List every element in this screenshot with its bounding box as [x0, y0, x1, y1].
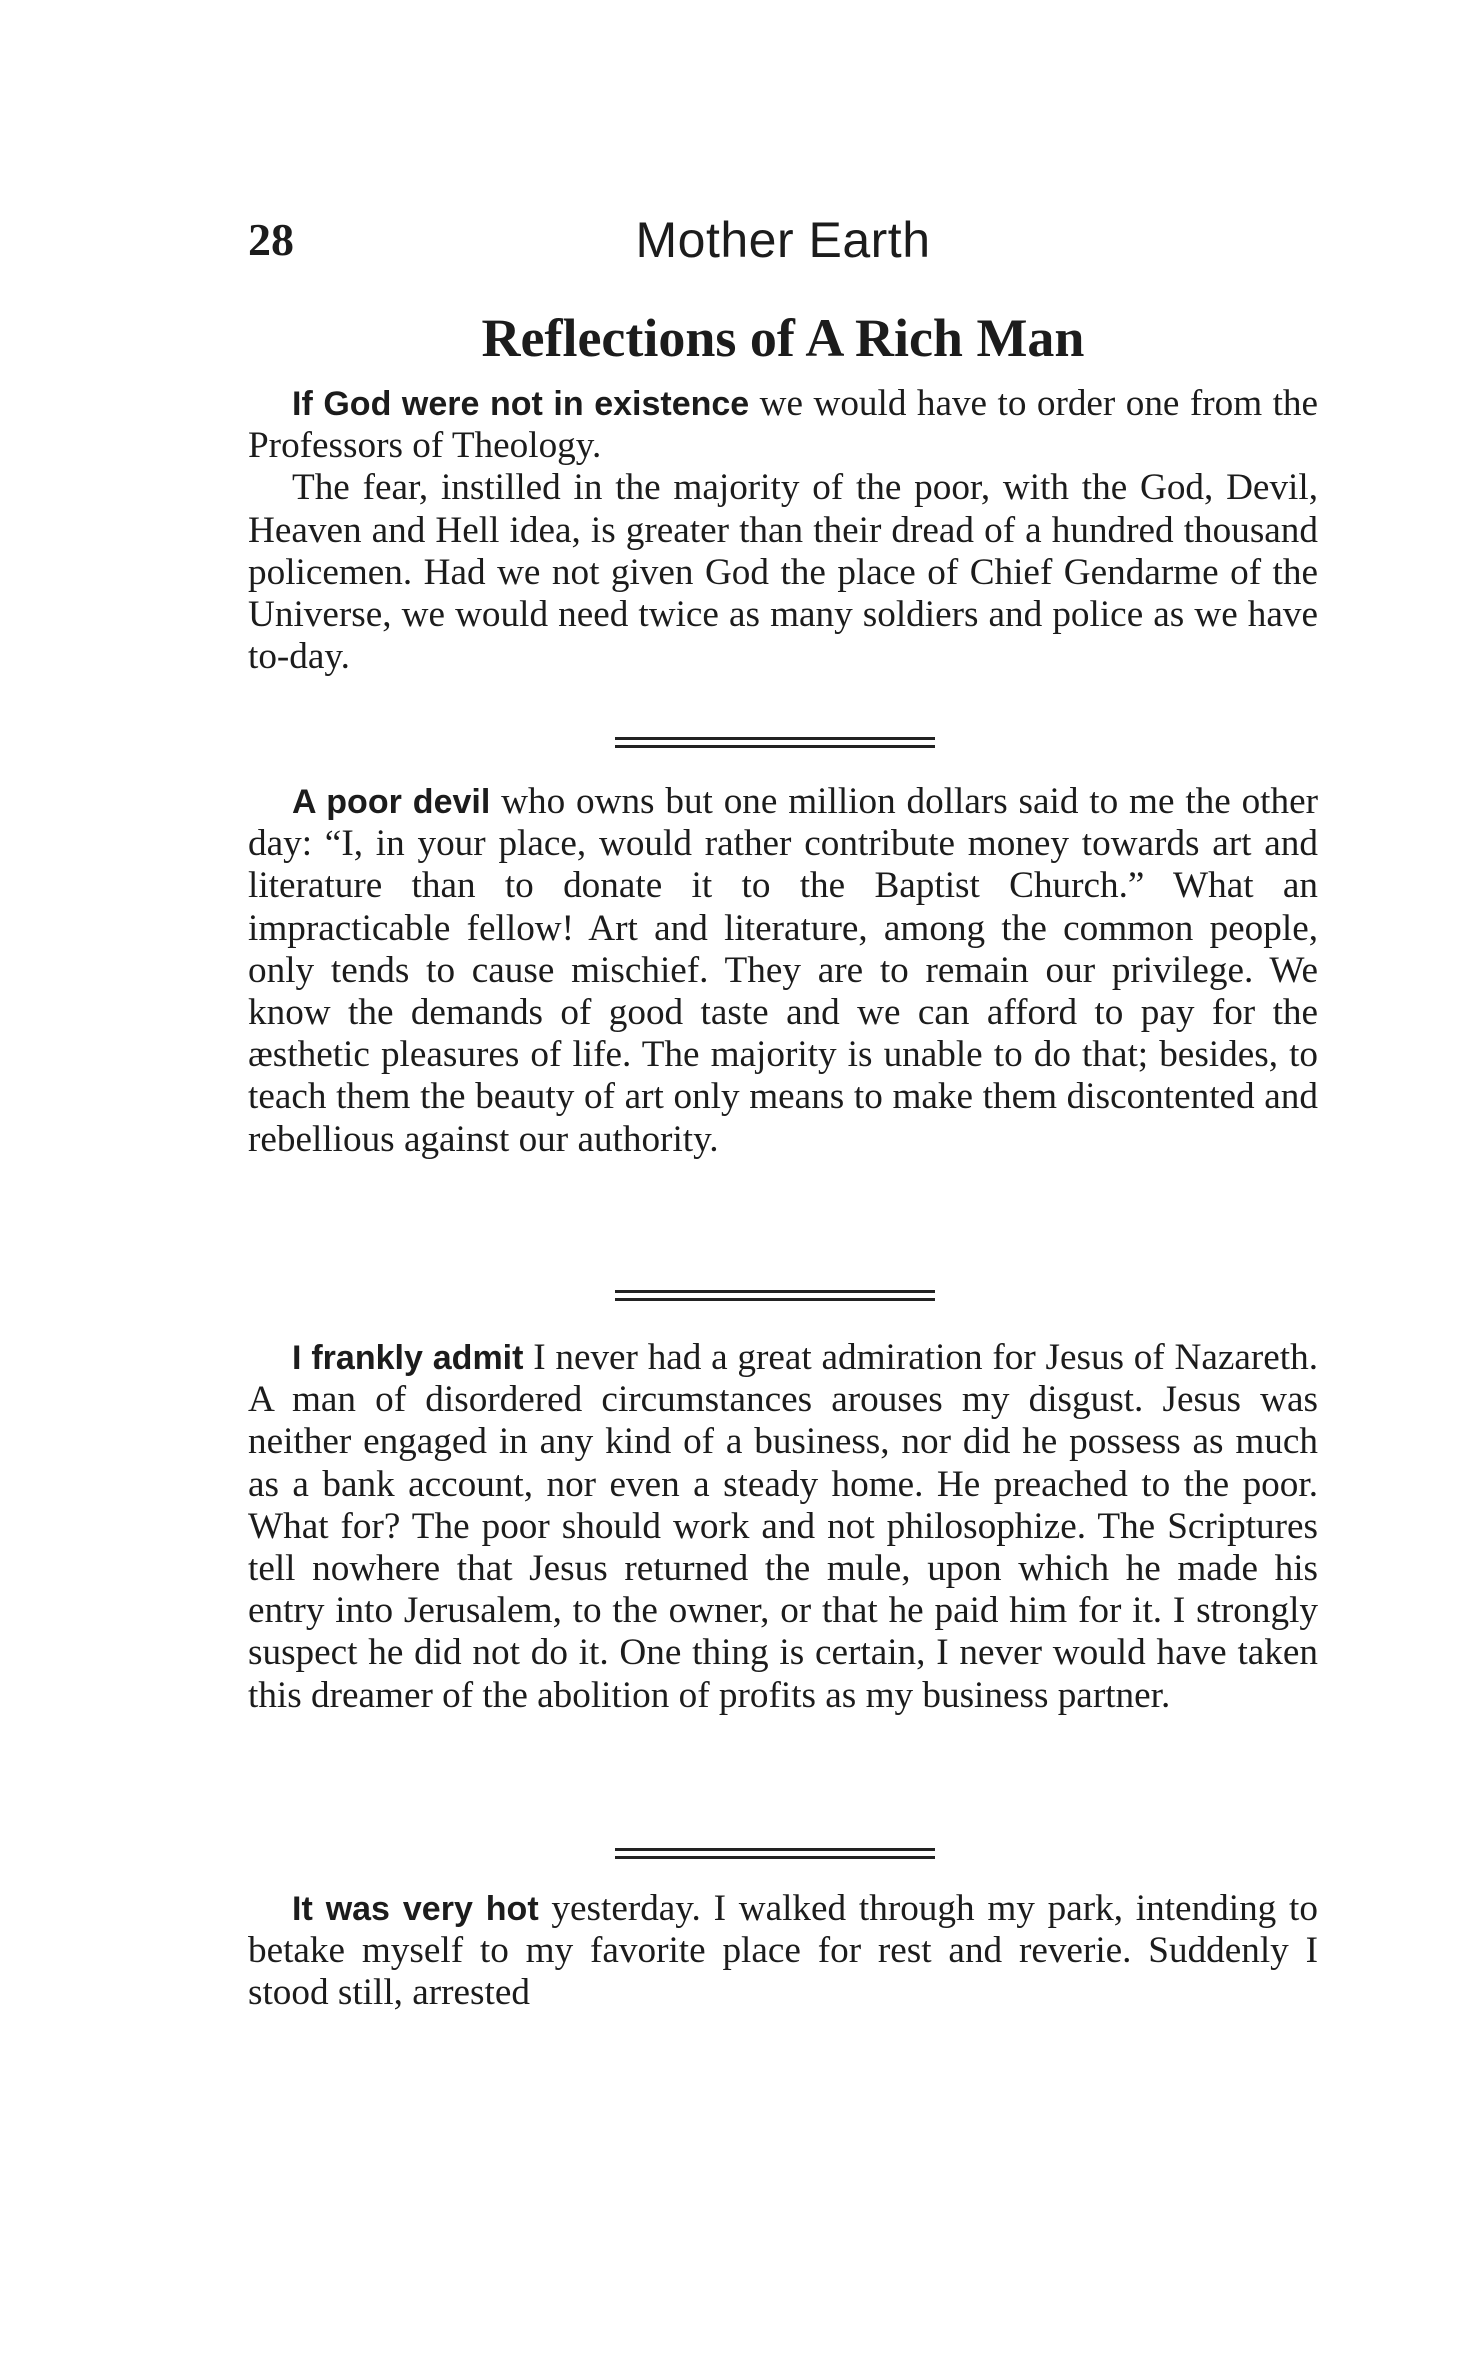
page-number: 28	[248, 214, 294, 265]
paragraph	[248, 1888, 1318, 2015]
paragraph	[248, 1337, 1318, 1717]
paragraph-text: who owns but one million dollars said to me the other day: “I, in your place, would rather contribute money towards art and literature than to donate it to the Baptist Church.” What an impracticable fellow! Art and literature, among the common people, only tends to cause mischief. They are to remain our privilege. We know the demands of good taste and we can afford to pay for the æsthetic pleasures of life. The majority is unable to do that; besides, to teach them the beauty of art only means to make them discontented and rebellious against our authority.	[248, 781, 1318, 1160]
section-divider	[615, 1848, 935, 1859]
section-hot-day-in-park	[248, 1888, 1318, 2015]
section-divider	[615, 737, 935, 748]
paragraph-text: we would have to order one from the Professors of Theology.	[248, 383, 1319, 467]
paragraph-lead: If God were not in existence	[292, 385, 750, 423]
paragraph	[248, 383, 1318, 467]
paragraph-lead: A poor devil	[292, 783, 491, 821]
running-head	[248, 205, 1318, 275]
section-art-and-literature	[248, 781, 1318, 1161]
paragraph-lead: It was very hot	[292, 1890, 539, 1928]
section-jesus-of-nazareth	[248, 1337, 1318, 1717]
paragraph	[248, 467, 1318, 678]
section-god-as-gendarme	[248, 383, 1318, 678]
paragraph-text: I never had a great admiration for Jesus of Nazareth. A man of disordered circumstances arouses my disgust. Jesus was neither engaged in any kind of a business, nor did he possess as much as a bank account, nor even a steady home. He preached to the poor. What for? The poor should work and not philosophize. The Scriptures tell nowhere that Jesus returned the mule, upon which he made his entry into Jerusalem, to the owner, or that he paid him for it. I strongly suspect he did not do it. One thing is certain, I never would have taken this dreamer of the abolition of profits as my business partner.	[248, 1337, 1319, 1716]
article-title: Reflections of A Rich Man	[481, 308, 1085, 368]
paragraph	[248, 781, 1318, 1161]
journal-title: Mother Earth	[635, 212, 931, 268]
paragraph-lead: I frankly admit	[292, 1339, 524, 1377]
paragraph-text: The fear, instilled in the majority of the poor, with the God, Devil, Heaven and Hell idea, is greater than their dread of a hundred thousand policemen. Had we not given God the place of Chief Gendarme of the Universe, we would need twice as many soldiers and police as we have to-day.	[248, 467, 1318, 678]
paragraph-text: yesterday. I walked through my park, intending to betake myself to my favorite place for rest and reverie. Suddenly I stood still, arrested	[248, 1888, 1318, 2014]
section-divider	[615, 1290, 935, 1301]
